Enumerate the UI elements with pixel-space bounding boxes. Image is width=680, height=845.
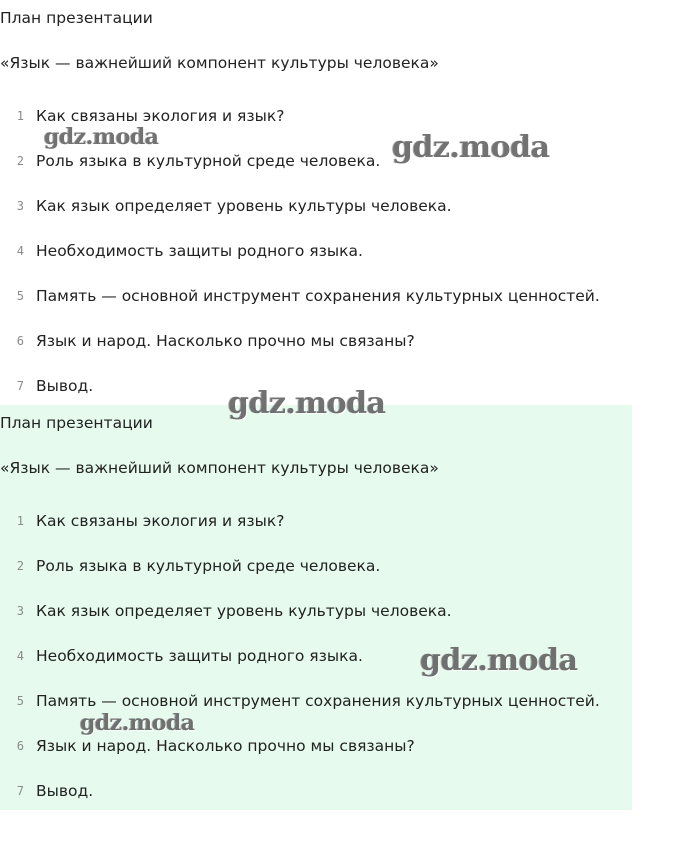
list-item bbox=[0, 502, 632, 547]
list-item bbox=[0, 547, 632, 592]
item-text: Как язык определяет уровень культуры человека. bbox=[36, 602, 452, 620]
plan-topic: «Язык — важнейший компонент культуры человека» bbox=[0, 459, 439, 477]
plan-list bbox=[0, 502, 632, 817]
item-text: Вывод. bbox=[36, 377, 94, 395]
item-text: Вывод. bbox=[36, 782, 94, 800]
list-item bbox=[0, 97, 632, 142]
item-number: 3 bbox=[16, 199, 24, 213]
item-text: Как связаны экология и язык? bbox=[36, 512, 285, 530]
watermark: gdz.moda bbox=[392, 130, 550, 165]
item-number: 1 bbox=[16, 109, 24, 123]
watermark: gdz.moda bbox=[80, 710, 195, 736]
list-item bbox=[0, 772, 632, 817]
item-number: 5 bbox=[16, 289, 24, 303]
presentation-plan-block-highlighted bbox=[0, 405, 632, 810]
list-item bbox=[0, 322, 632, 367]
item-number: 7 bbox=[16, 784, 24, 798]
list-item bbox=[0, 682, 632, 727]
item-text: Роль языка в культурной среде человека. bbox=[36, 152, 381, 170]
list-item bbox=[0, 142, 632, 187]
plan-title: План презентации bbox=[0, 9, 153, 27]
plan-list bbox=[0, 97, 632, 412]
item-number: 4 bbox=[16, 244, 24, 258]
plan-title: План презентации bbox=[0, 414, 153, 432]
item-number: 5 bbox=[16, 694, 24, 708]
list-item bbox=[0, 187, 632, 232]
item-text: Память — основной инструмент сохранения культурных ценностей. bbox=[36, 287, 600, 305]
item-text: Язык и народ. Насколько прочно мы связаны? bbox=[36, 737, 415, 755]
list-item bbox=[0, 277, 632, 322]
item-number: 6 bbox=[16, 334, 24, 348]
list-item bbox=[0, 637, 632, 682]
watermark: gdz.moda bbox=[420, 643, 578, 678]
item-number: 1 bbox=[16, 514, 24, 528]
item-number: 2 bbox=[16, 559, 24, 573]
item-text: Память — основной инструмент сохранения культурных ценностей. bbox=[36, 692, 600, 710]
item-text: Роль языка в культурной среде человека. bbox=[36, 557, 381, 575]
item-text: Как язык определяет уровень культуры человека. bbox=[36, 197, 452, 215]
watermark: gdz.moda bbox=[44, 124, 159, 150]
item-number: 7 bbox=[16, 379, 24, 393]
item-text: Язык и народ. Насколько прочно мы связаны? bbox=[36, 332, 415, 350]
list-item bbox=[0, 727, 632, 772]
watermark: gdz.moda bbox=[228, 386, 386, 421]
item-text: Необходимость защиты родного языка. bbox=[36, 647, 363, 665]
item-text: Как связаны экология и язык? bbox=[36, 107, 285, 125]
item-number: 4 bbox=[16, 649, 24, 663]
item-number: 3 bbox=[16, 604, 24, 618]
item-text: Необходимость защиты родного языка. bbox=[36, 242, 363, 260]
list-item bbox=[0, 592, 632, 637]
item-number: 2 bbox=[16, 154, 24, 168]
plan-topic: «Язык — важнейший компонент культуры человека» bbox=[0, 54, 439, 72]
item-number: 6 bbox=[16, 739, 24, 753]
list-item bbox=[0, 232, 632, 277]
presentation-plan-block bbox=[0, 0, 632, 405]
